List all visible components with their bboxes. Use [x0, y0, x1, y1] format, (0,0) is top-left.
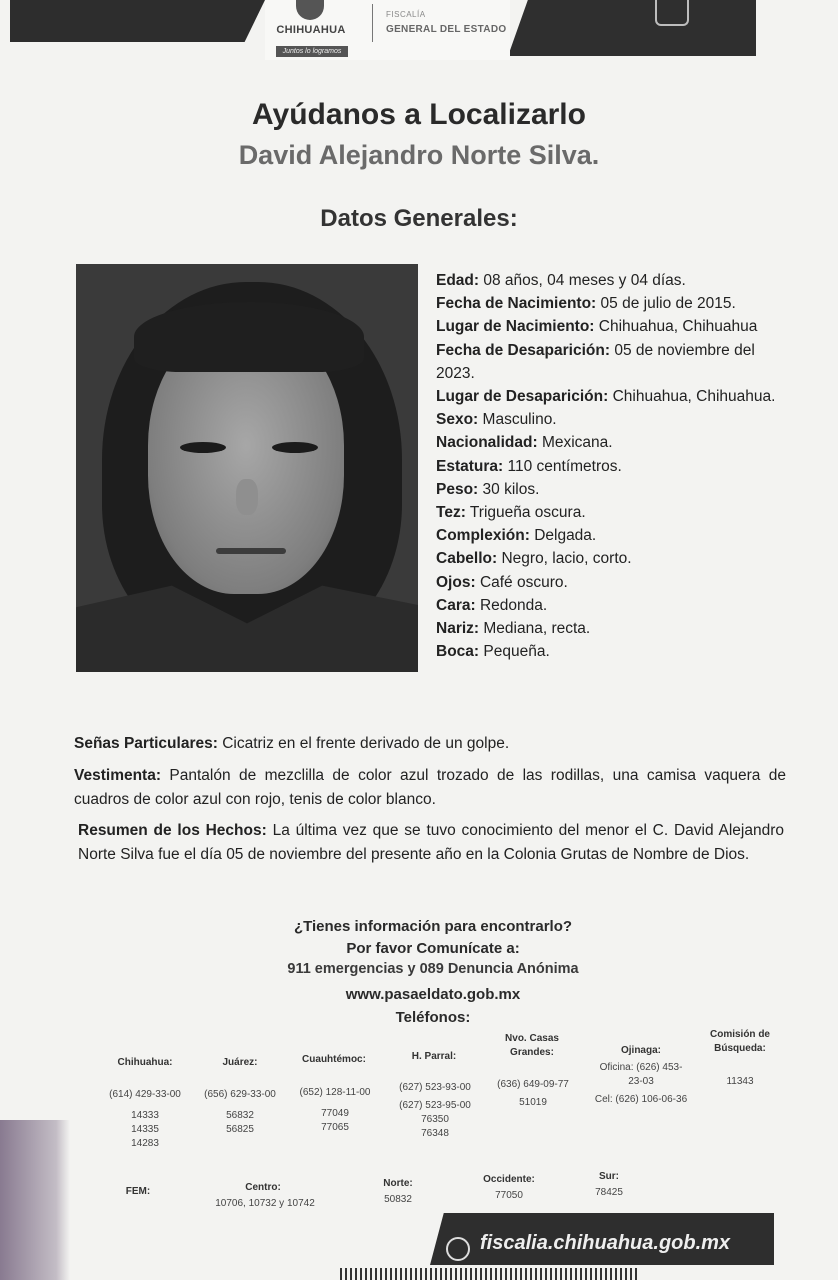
- detail-row: Estatura: 110 centímetros.: [436, 457, 622, 475]
- phone-list-comision: 11343: [726, 1076, 754, 1087]
- phone-list-parral: (627) 523-93-00 (627) 523-95-00 76350 76348: [399, 1082, 471, 1139]
- phone-label-cuauhtemoc: Cuauhtémoc:: [302, 1054, 366, 1065]
- header-divider: [372, 4, 373, 42]
- detail-row: Nariz: Mediana, recta.: [436, 620, 591, 638]
- fem-sur-value: 78425: [595, 1187, 623, 1198]
- logo-tagline: Juntos lo logramos: [276, 46, 348, 57]
- detail-row: Ojos: Café oscuro.: [436, 573, 568, 591]
- phone-list-juarez: (656) 629-33-00 56832 56825: [204, 1089, 276, 1135]
- phone-list-chihuahua: (614) 429-33-00 14333 14335 14283: [109, 1089, 181, 1149]
- detail-row: Fecha de Nacimiento: 05 de julio de 2015.: [436, 295, 736, 313]
- phone-list-cuauhtemoc: (652) 128-11-00 77049 77065: [299, 1087, 371, 1133]
- phone-label-ojinaga: Ojinaga:: [620, 1045, 661, 1056]
- agency-small: FISCALÍA: [386, 10, 426, 19]
- header-band-right: [508, 0, 756, 56]
- detail-row: Peso: 30 kilos.: [436, 480, 540, 498]
- phone-label-comision: Comisión de Búsqueda:: [709, 1029, 770, 1054]
- vestimenta: Vestimenta: Pantalón de mezclilla de color azul trozado de las rodillas, una camisa vaquera de cuadros de color azul con rojo, tenis de color blanco.: [74, 767, 786, 808]
- contact-question: ¿Tienes información para encontrarlo?: [293, 918, 573, 935]
- phone-list-ojinaga: Oficina: (626) 453- 23-03 Cel: (626) 106-06-36: [594, 1062, 688, 1105]
- person-name: David Alejandro Norte Silva.: [238, 140, 600, 170]
- senas-particulares: Señas Particulares: Cicatriz en el frente derivado de un golpe.: [74, 735, 510, 752]
- fem-norte-label: Norte:: [383, 1178, 413, 1189]
- general-data-list: [436, 269, 796, 663]
- detail-row: Sexo: Masculino.: [436, 411, 557, 429]
- detail-row: Edad: 08 años, 04 meses y 04 días.: [436, 272, 686, 289]
- detail-row: Cara: Redonda.: [436, 596, 548, 614]
- detail-row: Tez: Trigueña oscura.: [436, 504, 586, 522]
- fem-occidente-label: Occidente:: [483, 1174, 535, 1185]
- resumen-hechos: Resumen de los Hechos: La última vez que se tuvo conocimiento del menor el C. David Alejandro Norte Silva fue el día 05 de noviembre del presente año en la Colonia Grutas de Nombre de Dios.: [78, 822, 785, 863]
- fem-centro-label: Centro:: [245, 1182, 281, 1193]
- detail-row: Lugar de Nacimiento: Chihuahua, Chihuahua: [436, 318, 758, 336]
- header-band-left: [10, 0, 265, 42]
- poster-title: Ayúdanos a Localizarlo: [252, 98, 586, 131]
- phones-title: Teléfonos:: [395, 1009, 471, 1026]
- detail-row: Lugar de Desaparición: Chihuahua, Chihuahua.: [436, 388, 776, 406]
- fem-sur-label: Sur:: [599, 1171, 619, 1182]
- phone-label-casas-grandes: Nvo. Casas Grandes:: [505, 1033, 559, 1058]
- phone-label-chihuahua: Chihuahua:: [117, 1057, 173, 1068]
- phone-label-juarez: Juárez:: [222, 1057, 258, 1068]
- logo-text: CHIHUAHUA: [276, 24, 346, 36]
- fem-occidente-value: 77050: [495, 1190, 523, 1201]
- binder-clip: [655, 0, 689, 26]
- detail-row: Fecha de Desaparición: 05 de noviembre del 2023.: [436, 341, 755, 382]
- detail-row: Nacionalidad: Mexicana.: [436, 434, 613, 452]
- globe-icon: [446, 1237, 470, 1261]
- website-link[interactable]: www.pasaeldato.gob.mx: [345, 986, 521, 1003]
- agency-name: GENERAL DEL ESTADO: [386, 24, 507, 35]
- fem-norte-value: 50832: [384, 1194, 412, 1205]
- phone-label-parral: H. Parral:: [411, 1051, 457, 1062]
- detail-row: Boca: Pequeña.: [436, 643, 550, 661]
- emergency-numbers: 911 emergencias y 089 Denuncia Anónima: [287, 961, 579, 977]
- contact-call: Por favor Comunícate a:: [346, 940, 520, 957]
- barcode: [340, 1268, 640, 1280]
- fem-centro-value: 10706, 10732 y 10742: [215, 1198, 315, 1209]
- detail-row: Complexión: Delgada.: [436, 527, 597, 545]
- footer-url[interactable]: fiscalia.chihuahua.gob.mx: [480, 1232, 731, 1254]
- detail-row: Cabello: Negro, lacio, corto.: [436, 550, 632, 568]
- fem-label: FEM:: [125, 1186, 151, 1197]
- person-photo: [76, 264, 418, 672]
- phone-list-casas-grandes: (636) 649-09-77 51019: [497, 1079, 569, 1108]
- shadow: [0, 1120, 70, 1280]
- section-title: Datos Generales:: [320, 205, 518, 232]
